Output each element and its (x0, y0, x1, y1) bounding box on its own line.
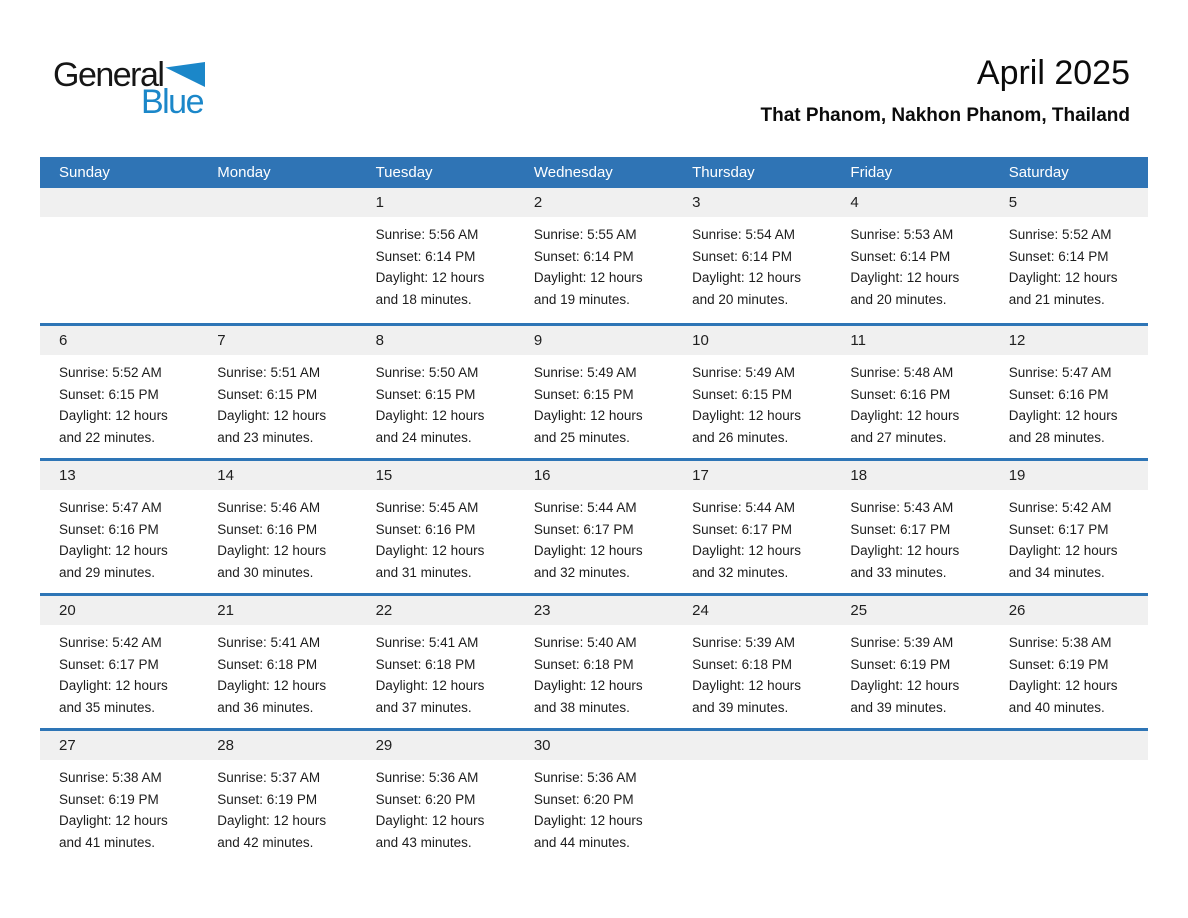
day-cell-1 (357, 217, 515, 310)
daylight-text: and 24 minutes. (375, 429, 472, 445)
sunset-text: Sunset: 6:19 PM (59, 791, 159, 807)
sunset-text: Sunset: 6:14 PM (533, 248, 634, 264)
day-number-14: 14 (217, 467, 234, 484)
sunrise-text: Sunrise: 5:52 AM (1008, 227, 1112, 242)
daylight-text: and 32 minutes. (533, 564, 630, 580)
day-number-15: 15 (375, 467, 393, 484)
daylight-text: and 32 minutes. (692, 564, 789, 580)
daylight-text: Daylight: 12 hours (375, 813, 485, 828)
daylight-text: Daylight: 12 hours (533, 813, 643, 828)
day-number-band (40, 596, 1148, 625)
day-cell-24 (673, 625, 831, 718)
daylight-text: Daylight: 12 hours (533, 408, 643, 423)
daylight-text: Daylight: 12 hours (375, 408, 485, 423)
daylight-text: and 23 minutes. (217, 429, 314, 445)
day-cell-19 (990, 490, 1148, 583)
day-number-21: 21 (217, 602, 234, 619)
sunset-text: Sunset: 6:17 PM (850, 521, 951, 537)
day-number-band (40, 461, 1148, 490)
weekday-label-saturday: Saturday (1008, 164, 1069, 181)
sunset-text: Sunset: 6:14 PM (850, 248, 951, 264)
day-cell-6 (40, 355, 198, 448)
day-cell-14 (198, 490, 356, 583)
sunrise-text: Sunrise: 5:36 AM (533, 770, 637, 785)
day-number-27: 27 (59, 737, 76, 754)
day-cell-11 (831, 355, 989, 448)
day-cell-5 (990, 217, 1148, 310)
day-number-20: 20 (59, 602, 76, 619)
day-cell-10 (673, 355, 831, 448)
day-details-row (40, 625, 1148, 718)
sunrise-text: Sunrise: 5:47 AM (59, 500, 162, 515)
logo-text-general: General (53, 56, 164, 94)
sunrise-text: Sunrise: 5:55 AM (533, 227, 637, 242)
sunset-text: Sunset: 6:14 PM (1008, 248, 1109, 264)
sunset-text: Sunset: 6:17 PM (1008, 521, 1109, 537)
daylight-text: and 34 minutes. (1008, 564, 1105, 580)
daylight-text: and 37 minutes. (375, 699, 472, 715)
day-details-row (40, 490, 1148, 583)
day-number-11: 11 (850, 332, 866, 349)
week-row-4 (40, 593, 1148, 728)
weekday-header-row (40, 157, 1148, 188)
daylight-text: Daylight: 12 hours (850, 270, 960, 285)
sunset-text: Sunset: 6:19 PM (217, 791, 318, 807)
sunrise-text: Sunrise: 5:41 AM (217, 635, 321, 650)
daylight-text: Daylight: 12 hours (217, 543, 327, 558)
sunrise-text: Sunrise: 5:56 AM (375, 227, 479, 242)
day-cell-empty (990, 760, 1148, 853)
sunrise-text: Sunrise: 5:54 AM (692, 227, 795, 242)
sunset-text: Sunset: 6:19 PM (850, 656, 951, 672)
sunset-text: Sunset: 6:18 PM (692, 656, 792, 672)
daylight-text: Daylight: 12 hours (217, 813, 327, 828)
day-number-25: 25 (850, 602, 868, 619)
day-number-22: 22 (375, 602, 393, 619)
sunrise-text: Sunrise: 5:40 AM (533, 635, 637, 650)
daylight-text: Daylight: 12 hours (692, 270, 801, 285)
sunset-text: Sunset: 6:15 PM (692, 386, 792, 402)
calendar-grid (40, 157, 1148, 863)
daylight-text: and 20 minutes. (692, 291, 789, 307)
day-number-band (40, 188, 1148, 217)
sunrise-text: Sunrise: 5:53 AM (850, 227, 954, 242)
day-details-row (40, 355, 1148, 448)
daylight-text: and 30 minutes. (217, 564, 314, 580)
sunset-text: Sunset: 6:19 PM (1008, 656, 1109, 672)
sunset-text: Sunset: 6:16 PM (1008, 386, 1109, 402)
daylight-text: Daylight: 12 hours (59, 813, 168, 828)
daylight-text: and 42 minutes. (217, 834, 314, 850)
general-blue-logo (53, 58, 205, 119)
day-cell-empty (831, 760, 989, 853)
sunrise-text: Sunrise: 5:48 AM (850, 365, 954, 380)
daylight-text: Daylight: 12 hours (850, 543, 960, 558)
day-cell-28 (198, 760, 356, 853)
daylight-text: and 19 minutes. (533, 291, 630, 307)
daylight-text: Daylight: 12 hours (217, 678, 327, 693)
day-cell-21 (198, 625, 356, 718)
sunset-text: Sunset: 6:14 PM (692, 248, 792, 264)
day-cell-17 (673, 490, 831, 583)
day-number-7: 7 (217, 332, 226, 349)
day-number-26: 26 (1008, 602, 1026, 619)
day-cell-13 (40, 490, 198, 583)
daylight-text: and 31 minutes. (375, 564, 472, 580)
day-cell-30 (515, 760, 673, 853)
day-details-row (40, 760, 1148, 853)
week-row-3 (40, 458, 1148, 593)
day-cell-empty (40, 217, 198, 310)
sunset-text: Sunset: 6:18 PM (533, 656, 634, 672)
day-cell-18 (831, 490, 989, 583)
day-cell-20 (40, 625, 198, 718)
daylight-text: Daylight: 12 hours (59, 408, 168, 423)
week-row-1 (40, 188, 1148, 323)
daylight-text: and 33 minutes. (850, 564, 947, 580)
day-number-band (40, 326, 1148, 355)
logo-text-blue: Blue (140, 83, 203, 121)
daylight-text: Daylight: 12 hours (217, 408, 327, 423)
day-cell-23 (515, 625, 673, 718)
sunset-text: Sunset: 6:17 PM (59, 656, 159, 672)
daylight-text: and 22 minutes. (59, 429, 156, 445)
sunrise-text: Sunrise: 5:39 AM (850, 635, 954, 650)
day-number-6: 6 (59, 332, 68, 349)
daylight-text: and 43 minutes. (375, 834, 472, 850)
day-number-19: 19 (1008, 467, 1026, 484)
daylight-text: and 36 minutes. (217, 699, 314, 715)
page-header (40, 0, 1148, 157)
daylight-text: and 20 minutes. (850, 291, 947, 307)
sunrise-text: Sunrise: 5:38 AM (59, 770, 162, 785)
sunrise-text: Sunrise: 5:45 AM (375, 500, 479, 515)
daylight-text: and 26 minutes. (692, 429, 789, 445)
daylight-text: Daylight: 12 hours (59, 678, 168, 693)
daylight-text: and 28 minutes. (1008, 429, 1105, 445)
sunset-text: Sunset: 6:16 PM (375, 521, 476, 537)
month-title: April 2025 (976, 54, 1130, 92)
daylight-text: Daylight: 12 hours (1008, 543, 1118, 558)
day-number-band (40, 731, 1148, 760)
sunrise-text: Sunrise: 5:44 AM (692, 500, 795, 515)
location-subtitle: That Phanom, Nakhon Phanom, Thailand (760, 105, 1130, 126)
day-number-30: 30 (533, 737, 551, 754)
sunset-text: Sunset: 6:16 PM (217, 521, 318, 537)
sunset-text: Sunset: 6:17 PM (692, 521, 792, 537)
sunrise-text: Sunrise: 5:47 AM (1008, 365, 1112, 380)
weekday-label-sunday: Sunday (59, 164, 110, 181)
daylight-text: and 29 minutes. (59, 564, 156, 580)
day-number-17: 17 (692, 467, 709, 484)
daylight-text: and 25 minutes. (533, 429, 630, 445)
sunrise-text: Sunrise: 5:49 AM (692, 365, 795, 380)
daylight-text: and 41 minutes. (59, 834, 156, 850)
sunrise-text: Sunrise: 5:42 AM (1008, 500, 1112, 515)
week-row-2 (40, 323, 1148, 458)
week-row-5 (40, 728, 1148, 863)
daylight-text: and 44 minutes. (533, 834, 630, 850)
day-number-24: 24 (692, 602, 709, 619)
day-cell-7 (198, 355, 356, 448)
sunrise-text: Sunrise: 5:42 AM (59, 635, 162, 650)
day-cell-12 (990, 355, 1148, 448)
sunset-text: Sunset: 6:15 PM (217, 386, 318, 402)
sunset-text: Sunset: 6:20 PM (375, 791, 476, 807)
sunrise-text: Sunrise: 5:36 AM (375, 770, 479, 785)
weeks-container (40, 188, 1148, 863)
sunrise-text: Sunrise: 5:44 AM (533, 500, 637, 515)
sunset-text: Sunset: 6:15 PM (59, 386, 159, 402)
daylight-text: and 27 minutes. (850, 429, 947, 445)
title-block (761, 54, 1130, 127)
daylight-text: Daylight: 12 hours (59, 543, 168, 558)
weekday-label-tuesday: Tuesday (375, 164, 433, 181)
day-cell-29 (357, 760, 515, 853)
daylight-text: and 39 minutes. (692, 699, 789, 715)
daylight-text: and 38 minutes. (533, 699, 630, 715)
day-cell-9 (515, 355, 673, 448)
day-number-29: 29 (375, 737, 393, 754)
daylight-text: Daylight: 12 hours (1008, 408, 1118, 423)
sunset-text: Sunset: 6:17 PM (533, 521, 634, 537)
day-cell-4 (831, 217, 989, 310)
day-cell-15 (357, 490, 515, 583)
sunrise-text: Sunrise: 5:51 AM (217, 365, 321, 380)
weekday-label-monday: Monday (217, 164, 271, 181)
sunrise-text: Sunrise: 5:39 AM (692, 635, 795, 650)
weekday-label-thursday: Thursday (692, 164, 755, 181)
day-number-10: 10 (692, 332, 709, 349)
daylight-text: Daylight: 12 hours (533, 678, 643, 693)
day-details-row (40, 217, 1148, 310)
daylight-text: Daylight: 12 hours (375, 270, 485, 285)
sunset-text: Sunset: 6:15 PM (375, 386, 476, 402)
daylight-text: Daylight: 12 hours (533, 543, 643, 558)
sunrise-text: Sunrise: 5:41 AM (375, 635, 479, 650)
day-number-13: 13 (59, 467, 76, 484)
day-cell-empty (198, 217, 356, 310)
weekday-label-friday: Friday (850, 164, 893, 181)
daylight-text: Daylight: 12 hours (533, 270, 643, 285)
daylight-text: and 18 minutes. (375, 291, 472, 307)
day-cell-16 (515, 490, 673, 583)
daylight-text: and 39 minutes. (850, 699, 947, 715)
day-number-28: 28 (217, 737, 234, 754)
sunset-text: Sunset: 6:18 PM (217, 656, 318, 672)
day-cell-3 (673, 217, 831, 310)
day-cell-8 (357, 355, 515, 448)
daylight-text: Daylight: 12 hours (850, 408, 960, 423)
sunrise-text: Sunrise: 5:49 AM (533, 365, 637, 380)
day-number-8: 8 (375, 332, 384, 349)
daylight-text: Daylight: 12 hours (375, 678, 485, 693)
daylight-text: and 40 minutes. (1008, 699, 1105, 715)
daylight-text: and 35 minutes. (59, 699, 156, 715)
sunrise-text: Sunrise: 5:37 AM (217, 770, 321, 785)
daylight-text: Daylight: 12 hours (375, 543, 485, 558)
daylight-text: Daylight: 12 hours (1008, 678, 1118, 693)
day-cell-22 (357, 625, 515, 718)
sunset-text: Sunset: 6:16 PM (59, 521, 159, 537)
day-cell-26 (990, 625, 1148, 718)
day-number-2: 2 (533, 194, 543, 211)
day-number-23: 23 (533, 602, 551, 619)
day-number-12: 12 (1008, 332, 1026, 349)
weekday-label-wednesday: Wednesday (533, 164, 613, 181)
daylight-text: Daylight: 12 hours (1008, 270, 1118, 285)
daylight-text: Daylight: 12 hours (692, 543, 801, 558)
sunrise-text: Sunrise: 5:52 AM (59, 365, 162, 380)
sunset-text: Sunset: 6:14 PM (375, 248, 476, 264)
day-cell-2 (515, 217, 673, 310)
sunset-text: Sunset: 6:20 PM (533, 791, 634, 807)
sunrise-text: Sunrise: 5:38 AM (1008, 635, 1112, 650)
sunset-text: Sunset: 6:18 PM (375, 656, 476, 672)
sunrise-text: Sunrise: 5:43 AM (850, 500, 954, 515)
day-number-9: 9 (533, 332, 543, 349)
day-number-16: 16 (533, 467, 551, 484)
sunset-text: Sunset: 6:15 PM (533, 386, 634, 402)
day-number-4: 4 (850, 194, 859, 211)
day-number-3: 3 (692, 194, 701, 211)
day-number-1: 1 (375, 194, 384, 211)
daylight-text: and 21 minutes. (1008, 291, 1105, 307)
day-number-5: 5 (1008, 194, 1018, 211)
daylight-text: Daylight: 12 hours (692, 408, 801, 423)
day-number-18: 18 (850, 467, 868, 484)
day-cell-25 (831, 625, 989, 718)
sunrise-text: Sunrise: 5:46 AM (217, 500, 321, 515)
sunrise-text: Sunrise: 5:50 AM (375, 365, 479, 380)
day-cell-empty (673, 760, 831, 853)
daylight-text: Daylight: 12 hours (850, 678, 960, 693)
day-cell-27 (40, 760, 198, 853)
sunset-text: Sunset: 6:16 PM (850, 386, 951, 402)
daylight-text: Daylight: 12 hours (692, 678, 801, 693)
